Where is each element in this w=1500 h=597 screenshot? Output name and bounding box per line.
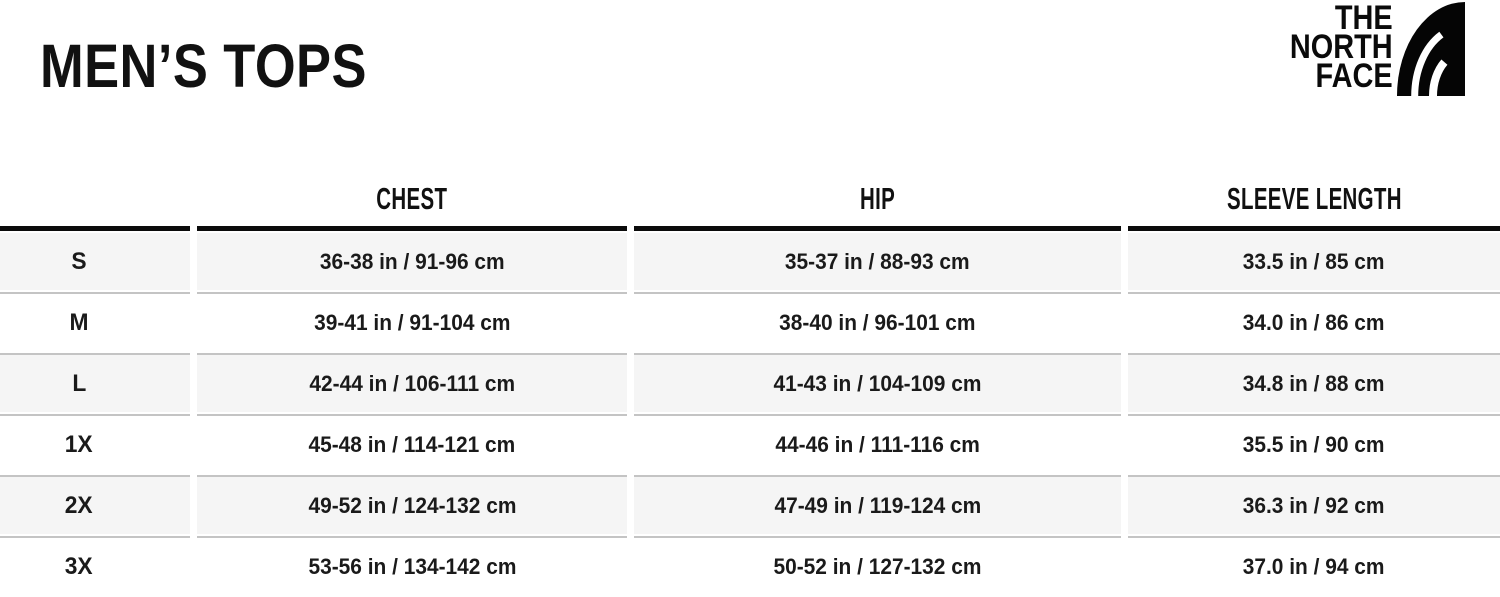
table-row-1x xyxy=(0,414,1500,473)
sleeve-cell: 33.5 in / 85 cm xyxy=(1128,233,1500,290)
hip-cell: 47-49 in / 119-124 cm xyxy=(634,475,1121,534)
chest-cell: 39-41 in / 91-104 cm xyxy=(197,292,627,351)
brand-wordmark-line-3: FACE xyxy=(1315,57,1393,95)
sleeve-cell: 37.0 in / 94 cm xyxy=(1128,536,1500,595)
size-cell: 3X xyxy=(0,536,190,595)
hip-cell: 50-52 in / 127-132 cm xyxy=(634,536,1121,595)
size-chart xyxy=(0,172,1500,597)
table-row-2x xyxy=(0,475,1500,534)
brand-logo xyxy=(1271,2,1465,96)
half-dome-icon xyxy=(1397,2,1465,96)
sleeve-cell: 35.5 in / 90 cm xyxy=(1128,414,1500,473)
chest-cell: 53-56 in / 134-142 cm xyxy=(197,536,627,595)
chest-cell: 45-48 in / 114-121 cm xyxy=(197,414,627,473)
sleeve-cell: 34.8 in / 88 cm xyxy=(1128,353,1500,412)
column-header-sleeve-length: SLEEVE LENGTH xyxy=(1128,174,1500,231)
table-row-s xyxy=(0,233,1500,290)
brand-wordmark xyxy=(1289,0,1397,95)
size-cell: 1X xyxy=(0,414,190,473)
header-row xyxy=(0,174,1500,231)
table-row-m xyxy=(0,292,1500,351)
hip-cell: 38-40 in / 96-101 cm xyxy=(634,292,1121,351)
table-row-l xyxy=(0,353,1500,412)
size-cell: M xyxy=(0,292,190,351)
brand-wordmark-line-2: NORTH xyxy=(1289,28,1393,66)
size-column-header xyxy=(0,174,190,231)
chest-cell: 42-44 in / 106-111 cm xyxy=(197,353,627,412)
sleeve-cell: 34.0 in / 86 cm xyxy=(1128,292,1500,351)
column-header-chest: CHEST xyxy=(197,174,627,231)
size-cell: 2X xyxy=(0,475,190,534)
hip-cell: 41-43 in / 104-109 cm xyxy=(634,353,1121,412)
size-chart-table xyxy=(0,172,1500,597)
hip-cell: 44-46 in / 111-116 cm xyxy=(634,414,1121,473)
chest-cell: 49-52 in / 124-132 cm xyxy=(197,475,627,534)
page-title: MEN’S TOPS xyxy=(40,32,367,100)
chest-cell: 36-38 in / 91-96 cm xyxy=(197,233,627,290)
sleeve-cell: 36.3 in / 92 cm xyxy=(1128,475,1500,534)
table-row-3x xyxy=(0,536,1500,595)
hip-cell: 35-37 in / 88-93 cm xyxy=(634,233,1121,290)
column-header-hip: HIP xyxy=(634,174,1121,231)
size-cell: S xyxy=(0,233,190,290)
size-cell: L xyxy=(0,353,190,412)
brand-wordmark-line-1: THE xyxy=(1334,0,1393,37)
